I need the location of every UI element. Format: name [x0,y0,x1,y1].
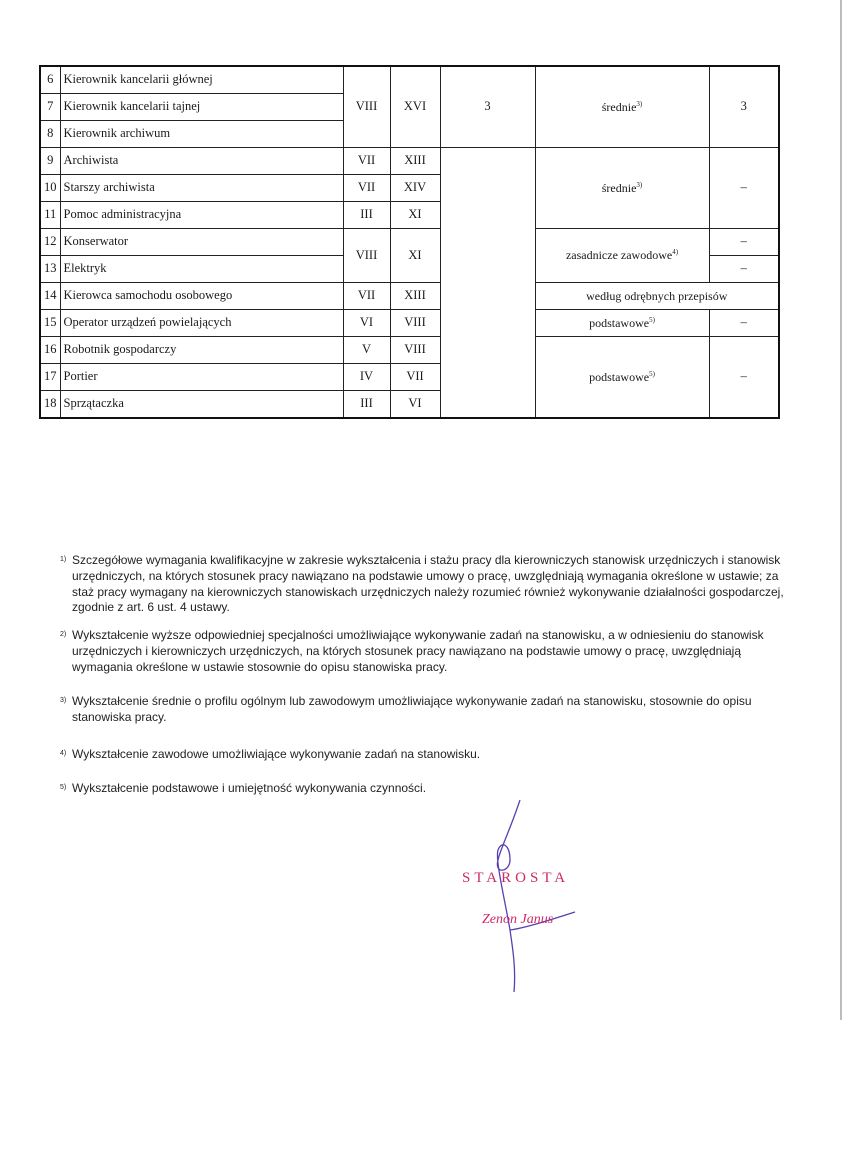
scan-edge [840,0,842,1020]
footnote [60,553,790,616]
grade-cell: XIII [390,283,440,310]
category-cell: VIII [343,66,390,148]
position-name: Archiwista [60,148,343,175]
footnote-mark: 2) [60,631,67,639]
education-cell [535,148,709,229]
category-cell: V [343,337,390,364]
footnote-text: Wykształcenie wyższe odpowiedniej specjalności umożliwiające wykonywanie zadań na stanowisku, a w odniesieniu do stanowisk urzędniczych i kierowniczych urzędniczych, na których stosunek pracy nawiązano na podstawie umowy o pracę, uwzględniają wymagania określone w ustawie stosownie do opisu stanowiska pracy. [72,628,764,674]
position-name: Konserwator [60,229,343,256]
category-cell: III [343,391,390,419]
grade-cell: VI [390,391,440,419]
level-cell: 3 [440,66,535,148]
position-name: Operator urządzeń powielających [60,310,343,337]
position-name: Kierownik archiwum [60,121,343,148]
grade-cell: VII [390,364,440,391]
footnote-text: Wykształcenie średnie o profilu ogólnym lub zawodowym umożliwiające wykonywanie zadań na stanowisku, stosownie do opisu stanowiska pracy. [72,693,752,724]
row-number: 6 [40,66,60,94]
stamp-name: Zenon Janus [482,912,554,927]
years-cell: – [709,229,779,256]
footnote-mark: 3) [60,696,67,704]
education-cell [535,66,709,148]
row-number: 11 [40,202,60,229]
table-row [40,337,779,364]
stamp-title: STAROSTA [462,870,570,886]
category-cell: VII [343,283,390,310]
education-text: zasadnicze zawodowe [565,248,673,263]
row-number: 14 [40,283,60,310]
table-row [40,283,779,310]
row-number: 17 [40,364,60,391]
footnote-ref: 5) [649,315,655,324]
footnote [60,628,790,675]
footnote-mark: 1) [60,556,67,563]
footnote-mark: 4) [60,750,67,758]
row-number: 13 [40,256,60,283]
footnote-ref: 4) [672,248,679,257]
footnote-ref: 3) [636,99,643,108]
category-cell: VI [343,310,390,337]
row-number: 7 [40,94,60,121]
position-name: Kierownik kancelarii głównej [60,66,343,94]
category-cell: VIII [343,229,390,283]
years-cell: – [709,337,779,419]
grade-cell: VIII [390,337,440,364]
position-name: Kierowca samochodu osobowego [60,283,343,310]
table-row [40,66,779,94]
position-name: Portier [60,364,343,391]
grade-cell: XIII [390,148,440,175]
years-cell: – [709,310,779,337]
category-cell: VII [343,175,390,202]
signature [480,800,600,1000]
education-cell [535,310,709,337]
education-cell: według odrębnych przepisów [535,283,779,310]
grade-cell: XI [390,229,440,283]
position-name: Sprzątaczka [60,391,343,419]
education-text: podstawowe [589,369,650,384]
grade-cell: VIII [390,310,440,337]
positions-table [39,65,780,419]
footnote-ref: 3) [636,180,643,189]
footnote [60,781,790,797]
education-text: średnie [601,99,637,114]
table-row [40,229,779,256]
footnotes [60,553,790,809]
education-cell [535,337,709,419]
row-number: 8 [40,121,60,148]
education-text: średnie [601,180,637,195]
position-name: Robotnik gospodarczy [60,337,343,364]
footnote-text: Wykształcenie zawodowe umożliwiające wykonywanie zadań na stanowisku. [72,747,481,762]
footnote [60,747,790,763]
footnote [60,694,790,726]
row-number: 15 [40,310,60,337]
footnote-text: Szczegółowe wymagania kwalifikacyjne w zakresie wykształcenia i stażu pracy dla kierowniczych stanowisk urzędniczych i stanowisk urzędniczych, na których stosunek pracy nawiązano na podstawie umowy o pracę, uwzględniają wymagania określone w ustawie; za staż pracy wymagany na kierowniczych stanowiskach urzędniczych należy rozumieć również wykonywanie działalności gospodarczej, zgodnie z art. 6 ust. 4 ustawy. [72,553,784,615]
position-name: Kierownik kancelarii tajnej [60,94,343,121]
table-row [40,148,779,175]
years-cell: – [709,148,779,229]
position-name: Elektryk [60,256,343,283]
education-cell [535,229,709,283]
table-row [40,310,779,337]
row-number: 12 [40,229,60,256]
footnote-text: Wykształcenie podstawowe i umiejętność wykonywania czynności. [72,781,427,796]
years-cell: – [709,256,779,283]
grade-cell: XVI [390,66,440,148]
grade-cell: XIV [390,175,440,202]
row-number: 18 [40,391,60,419]
row-number: 10 [40,175,60,202]
footnote-ref: 5) [649,369,655,378]
category-cell: IV [343,364,390,391]
level-cell-empty [440,148,535,419]
footnote-mark: 5) [60,784,67,792]
position-name: Pomoc administracyjna [60,202,343,229]
grade-cell: XI [390,202,440,229]
position-name: Starszy archiwista [60,175,343,202]
years-cell: 3 [709,66,779,148]
category-cell: VII [343,148,390,175]
row-number: 9 [40,148,60,175]
row-number: 16 [40,337,60,364]
education-text: podstawowe [589,315,650,330]
category-cell: III [343,202,390,229]
